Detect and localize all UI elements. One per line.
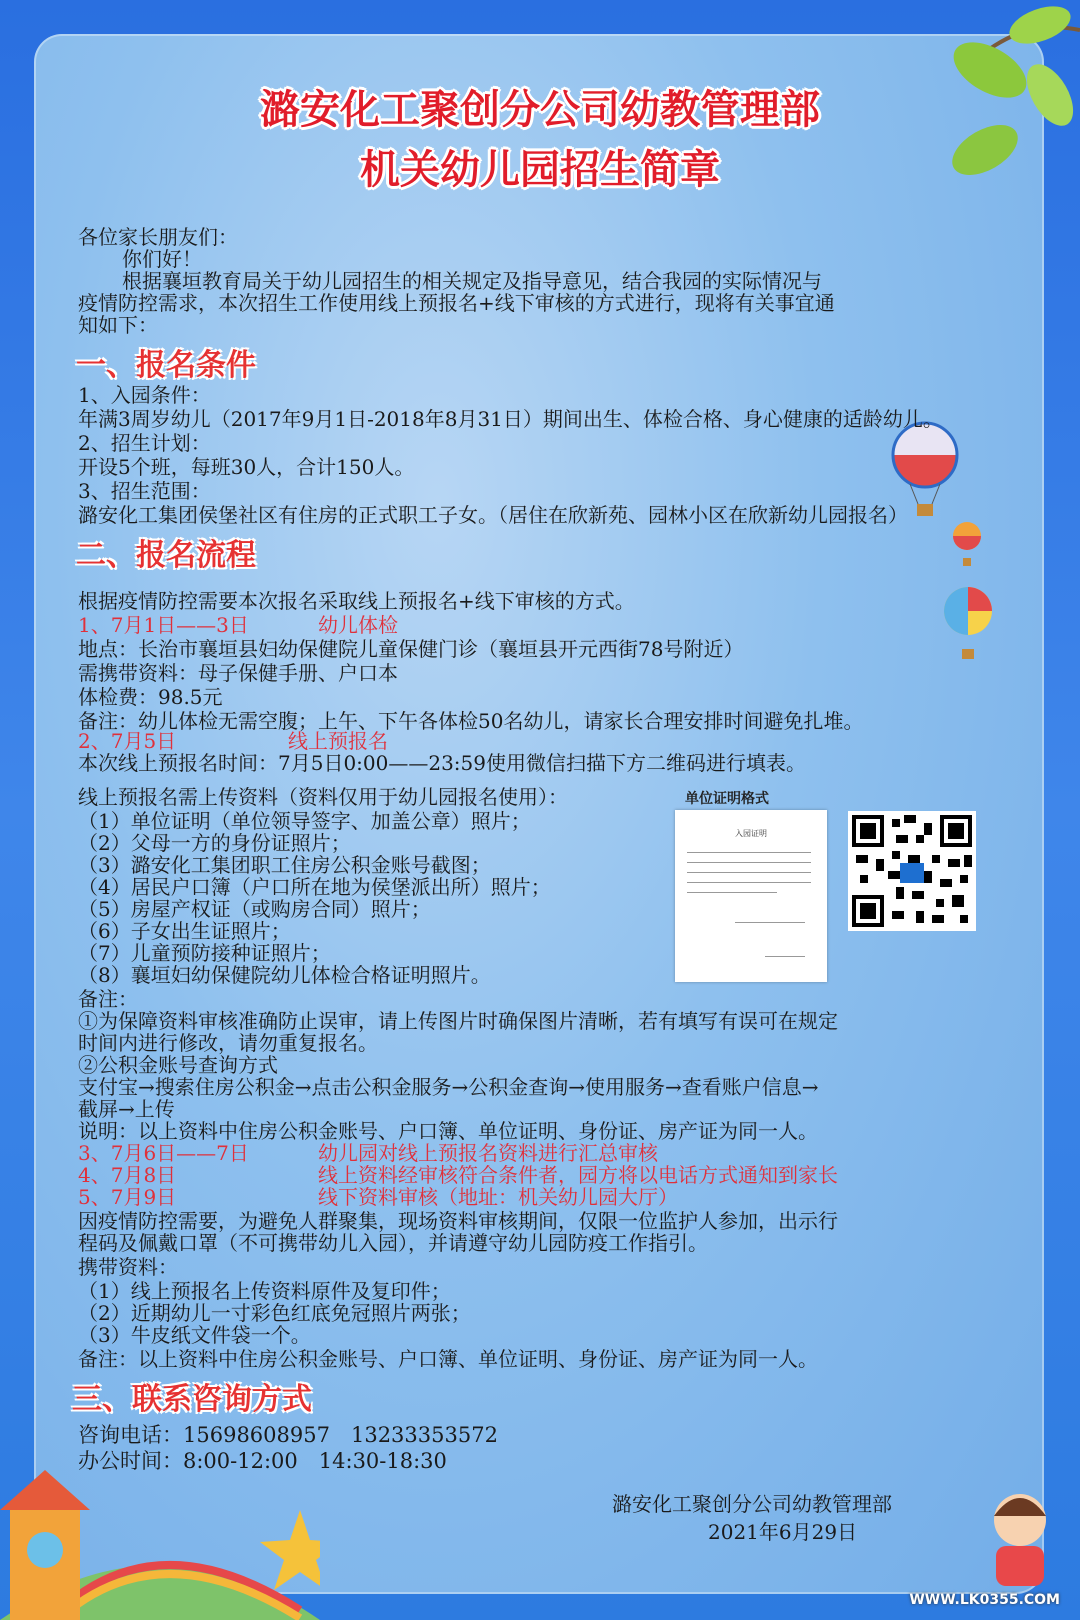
step3-title: 幼儿园对线上预报名资料进行汇总审核	[318, 1141, 658, 1165]
certificate-title: 入园证明	[735, 829, 767, 838]
step2-row	[78, 730, 388, 752]
upload-item: （3）潞安化工集团职工住房公积金账号截图；	[78, 853, 491, 877]
step3-date: 3、7月6日——7日	[78, 1141, 249, 1165]
certificate-sample-image	[675, 810, 827, 982]
certificate-line	[687, 882, 811, 883]
footer-organization: 潞安化工聚创分公司幼教管理部	[612, 1492, 892, 1516]
certificate-line	[687, 852, 811, 853]
greeting: 各位家长朋友们：	[78, 225, 238, 249]
upload-item: （5）房屋产权证（或购房合同）照片；	[78, 897, 431, 921]
intro-paragraph-1: 根据襄垣教育局关于幼儿园招生的相关规定及指导意见，结合我园的实际情况与	[122, 269, 822, 293]
condition-line: 1、入园条件：	[78, 383, 211, 407]
condition-line: 3、招生范围：	[78, 479, 211, 503]
step1-fee: 体检费：98.5元	[78, 685, 223, 709]
step1-row	[78, 614, 398, 636]
certificate-line	[687, 892, 777, 893]
onsite-line: 程码及佩戴口罩（不可携带幼儿入园），并请遵守幼儿园防疫工作指引。	[78, 1231, 708, 1255]
step2-time: 本次线上预报名时间：7月5日0:00——23:59使用微信扫描下方二维码进行填表。	[78, 751, 806, 775]
remark-line: ②公积金账号查询方式	[78, 1053, 278, 1077]
section3-heading: 三、联系咨询方式	[72, 1382, 312, 1417]
remark-label: 备注：	[78, 987, 138, 1011]
condition-line: 潞安化工集团侯堡社区有住房的正式职工子女。（居住在欣新苑、园林小区在欣新幼儿园报名）	[78, 503, 908, 527]
step1-title: 幼儿体检	[318, 613, 398, 637]
page-title-line2: 机关幼儿园招生简章	[360, 147, 720, 193]
condition-line: 年满3周岁幼儿（2017年9月1日-2018年8月31日）期间出生、体检合格、身心健康的适龄幼儿。	[78, 407, 943, 431]
page-title-line1: 潞安化工聚创分公司幼教管理部	[260, 87, 820, 133]
certificate-caption: 单位证明格式	[685, 791, 769, 807]
intro-paragraph-3: 知如下：	[78, 313, 158, 337]
certificate-line	[687, 862, 811, 863]
certificate-line	[687, 872, 811, 873]
remark-line: 时间内进行修改，请勿重复报名。	[78, 1031, 378, 1055]
remark-line: 截屏→上传	[78, 1097, 175, 1121]
step1-note: 备注：幼儿体检无需空腹；上午、下午各体检50名幼儿，请家长合理安排时间避免扎堆。	[78, 709, 864, 733]
upload-item: （2）父母一方的身份证照片；	[78, 831, 351, 855]
step5-date: 5、7月9日	[78, 1185, 177, 1209]
condition-line: 开设5个班，每班30人，合计150人。	[78, 455, 415, 479]
footer-date: 2021年6月29日	[708, 1520, 858, 1544]
contact-phone: 咨询电话：15698608957 13233353572	[78, 1423, 498, 1447]
upload-item: （7）儿童预防接种证照片；	[78, 941, 331, 965]
explain-line: 说明：以上资料中住房公积金账号、户口簿、单位证明、身份证、房产证为同一人。	[78, 1119, 818, 1143]
step2-date: 2、7月5日	[78, 729, 177, 753]
remark-line: ①为保障资料审核准确防止误审，请上传图片时确保图片清晰，若有填写有误可在规定	[78, 1009, 838, 1033]
step5-row	[78, 1186, 678, 1208]
intro-paragraph-2: 疫情防控需求，本次招生工作使用线上预报名+线下审核的方式进行，现将有关事宜通	[78, 291, 835, 315]
certificate-line	[735, 922, 805, 923]
step1-materials: 需携带资料：母子保健手册、户口本	[78, 661, 398, 685]
hello-text: 你们好！	[122, 247, 202, 271]
upload-item: （4）居民户口簿（户口所在地为侯堡派出所）照片；	[78, 875, 551, 899]
carry-title: 携带资料：	[78, 1255, 178, 1279]
upload-item: （1）单位证明（单位领导签字、加盖公章）照片；	[78, 809, 531, 833]
step4-date: 4、7月8日	[78, 1163, 177, 1187]
process-intro: 根据疫情防控需要本次报名采取线上预报名+线下审核的方式。	[78, 589, 635, 613]
section1-heading: 一、报名条件	[76, 348, 256, 383]
upload-title: 线上预报名需上传资料（资料仅用于幼儿园报名使用）：	[78, 785, 568, 809]
upload-item: （6）子女出生证照片；	[78, 919, 291, 943]
step4-title: 线上资料经审核符合条件者，园方将以电话方式通知到家长	[318, 1163, 838, 1187]
step3-row	[78, 1142, 658, 1164]
upload-item: （8）襄垣妇幼保健院幼儿体检合格证明照片。	[78, 963, 491, 987]
step2-title: 线上预报名	[288, 729, 388, 753]
certificate-line	[765, 956, 805, 957]
section2-heading: 二、报名流程	[76, 538, 256, 573]
site-watermark: WWW.LK0355.COM	[909, 1592, 1060, 1608]
carry-item: （2）近期幼儿一寸彩色红底免冠照片两张；	[78, 1301, 471, 1325]
step1-place: 地点：长治市襄垣县妇幼保健院儿童保健门诊（襄垣县开元西街78号附近）	[78, 637, 744, 661]
carry-item: （1）线上预报名上传资料原件及复印件；	[78, 1279, 451, 1303]
step4-row	[78, 1164, 838, 1186]
office-hours: 办公时间：8:00-12:00 14:30-18:30	[78, 1449, 447, 1473]
step1-date: 1、7月1日——3日	[78, 613, 249, 637]
step5-title: 线下资料审核（地址：机关幼儿园大厅）	[318, 1185, 678, 1209]
onsite-line: 因疫情防控需要，为避免人群聚集，现场资料审核期间，仅限一位监护人参加，出示行	[78, 1209, 838, 1233]
remark-line: 支付宝→搜索住房公积金→点击公积金服务→公积金查询→使用服务→查看账户信息→	[78, 1075, 819, 1099]
qr-code-image[interactable]	[848, 811, 976, 931]
condition-line: 2、招生计划：	[78, 431, 211, 455]
end-note: 备注：以上资料中住房公积金账号、户口簿、单位证明、身份证、房产证为同一人。	[78, 1347, 818, 1371]
carry-item: （3）牛皮纸文件袋一个。	[78, 1323, 311, 1347]
